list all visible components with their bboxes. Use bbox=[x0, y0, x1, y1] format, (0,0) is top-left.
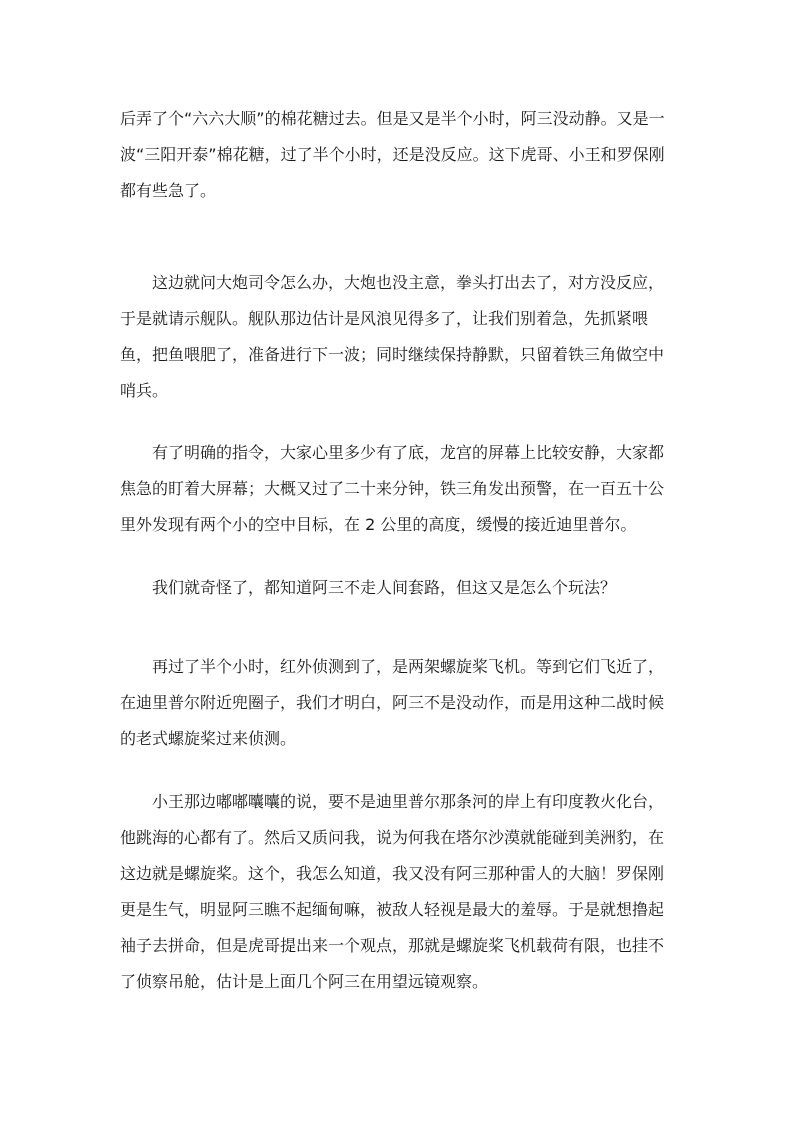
paragraph-4-line-1: 我们就奇怪了，都知道阿三不走人间套路，但这又是怎么个玩法？ bbox=[152, 578, 617, 597]
paragraph-2-line-3: 鱼，把鱼喂肥了，准备进行下一波；同时继续保持静默，只留着铁三角做空中 bbox=[120, 345, 665, 364]
paragraph-6 bbox=[120, 784, 680, 1000]
paragraph-3-line-1-wrap bbox=[120, 435, 680, 471]
paragraph-6-line-5: 袖子去拼命，但是虎哥提出来一个观点，那就是螺旋桨飞机载荷有限，也挂不 bbox=[120, 936, 665, 955]
paragraph-6-line-3: 这边就是螺旋桨。这个，我怎么知道，我又没有阿三那种雷人的大脑！罗保刚 bbox=[120, 864, 665, 883]
paragraph-1-line-3: 都有些急了。 bbox=[120, 181, 217, 200]
paragraph-2-line-4: 哨兵。 bbox=[120, 381, 169, 400]
paragraph-2 bbox=[120, 265, 680, 409]
paragraph-3-line-2: 焦急的盯着大屏幕；大概又过了二十来分钟，铁三角发出预警，在一百五十公 bbox=[120, 479, 665, 498]
paragraph-6-line-1: 小王那边嘟嘟囔囔的说，要不是迪里普尔那条河的岸上有印度教火化台， bbox=[152, 792, 665, 811]
paragraph-4 bbox=[120, 570, 680, 606]
paragraph-3-line-3: 里外发现有两个小的空中目标，在 2 公里的高度，缓慢的接近迪里普尔。 bbox=[120, 515, 637, 534]
paragraph-2-line-1: 这边就问大炮司令怎么办，大炮也没主意，拳头打出去了，对方没反应， bbox=[152, 273, 665, 292]
paragraph-2-line-1-wrap bbox=[120, 265, 680, 301]
paragraph-5-line-1: 再过了半个小时，红外侦测到了，是两架螺旋桨飞机。等到它们飞近了， bbox=[152, 657, 665, 676]
paragraph-1 bbox=[120, 101, 680, 209]
paragraph-4-line-1-wrap bbox=[120, 570, 680, 606]
paragraph-2-line-2: 于是就请示舰队。舰队那边估计是风浪见得多了，让我们别着急，先抓紧喂 bbox=[120, 309, 649, 328]
paragraph-6-line-1-wrap bbox=[120, 784, 680, 820]
paragraph-3-line-1: 有了明确的指令，大家心里多少有了底，龙宫的屏幕上比较安静，大家都 bbox=[152, 443, 665, 462]
paragraph-6-line-6: 了侦察吊舱，估计是上面几个阿三在用望远镜观察。 bbox=[120, 972, 489, 991]
paragraph-5-line-2: 在迪里普尔附近兜圈子，我们才明白，阿三不是没动作，而是用这种二战时候 bbox=[120, 693, 665, 712]
paragraph-5-line-1-wrap bbox=[120, 649, 680, 685]
paragraph-1-line-1: 后弄了个“六六大顺”的棉花糖过去。但是又是半个小时，阿三没动静。又是一 bbox=[120, 109, 665, 128]
paragraph-5 bbox=[120, 649, 680, 757]
paragraph-6-line-4: 更是生气，明显阿三瞧不起缅甸嘛，被敌人轻视是最大的羞辱。于是就想撸起 bbox=[120, 900, 665, 919]
paragraph-1-line-2: 波“三阳开泰”棉花糖，过了半个小时，还是没反应。这下虎哥、小王和罗保刚 bbox=[120, 145, 665, 164]
paragraph-3 bbox=[120, 435, 680, 543]
paragraph-6-line-2: 他跳海的心都有了。然后又质问我，说为何我在塔尔沙漠就能碰到美洲豹，在 bbox=[120, 828, 665, 847]
paragraph-5-line-3: 的老式螺旋桨过来侦测。 bbox=[120, 729, 297, 748]
